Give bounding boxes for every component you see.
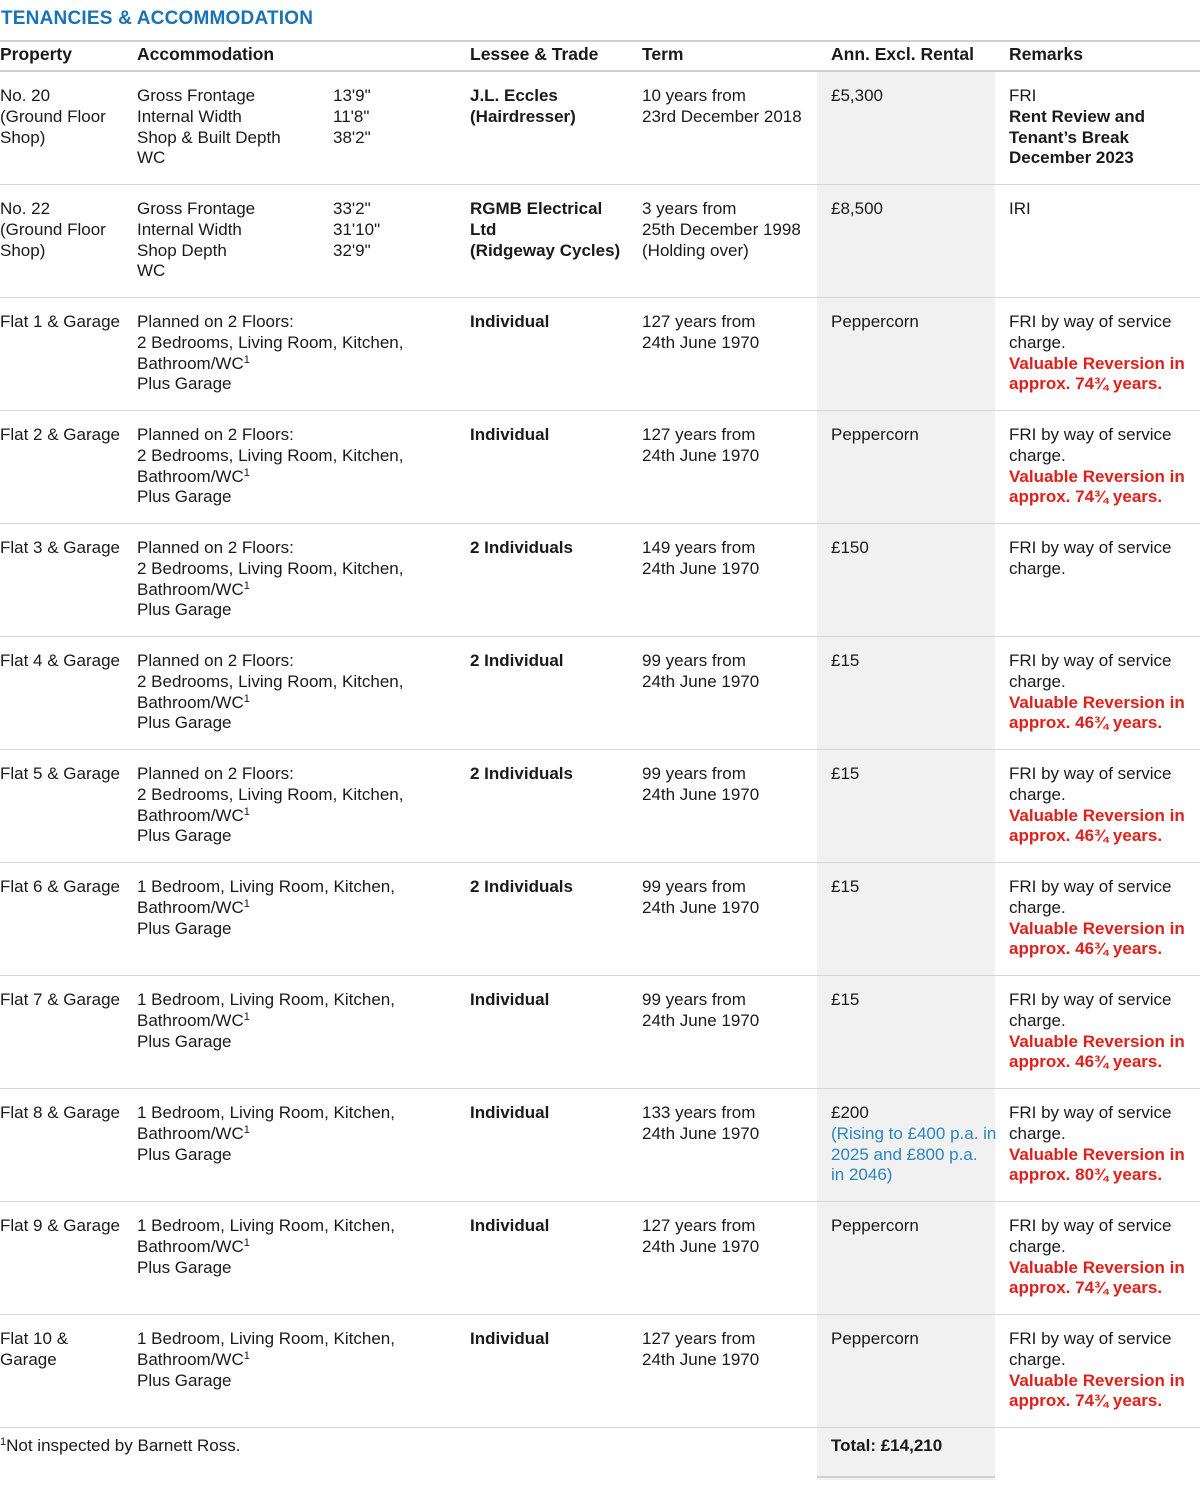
lessee-line: Individual [470,990,550,1009]
rental-note-line: 2025 and £800 p.a. [831,1144,978,1164]
rental-cell [824,411,1002,524]
lessee-line: 2 Individuals [470,764,573,783]
accommodation-line: 2 Bedrooms, Living Room, Kitchen, [137,332,404,352]
header-rental: Ann. Excl. Rental [824,42,1002,71]
measurement-row [137,220,470,241]
remarks-highlight-line: approx. 74¾ years. [1009,487,1163,507]
rental-cell [824,185,1002,298]
accommodation-line: 2 Bedrooms, Living Room, Kitchen, [137,784,404,804]
term-line: 24th June 1970 [642,897,760,917]
rental-value: £15 [831,877,860,896]
rental-cell [824,863,1002,976]
remarks-highlight-line: Valuable Reversion in [1009,1031,1185,1051]
property-line: Flat 2 & Garage [0,425,121,444]
term-line: 24th June 1970 [642,784,760,804]
accommodation-line: Plus Garage [137,713,232,733]
measurement-label: Internal Width [137,219,242,239]
accommodation-line: Plus Garage [137,918,232,938]
remarks-line: FRI by way of service [1009,1329,1172,1348]
accommodation-line: Plus Garage [137,600,232,620]
remarks-bold-line: Rent Review and [1009,106,1146,126]
page-title: TENANCIES & ACCOMMODATION [1,8,314,29]
rental-value: £15 [831,990,860,1009]
accommodation-line: Bathroom/$WC^1$ [137,1236,250,1256]
measurement-value: 31'10" [333,219,381,239]
accommodation-line: 2 Bedrooms, Living Room, Kitchen, [137,671,404,691]
property-line: Flat 6 & Garage [0,877,121,896]
property-cell [0,637,137,750]
term-line: 24th June 1970 [642,1123,760,1143]
remarks-highlight-line: Valuable Reversion in [1009,1257,1185,1277]
property-cell [0,976,137,1089]
term-cell [642,185,824,298]
remarks-line: charge. [1009,445,1066,465]
lessee-line: 2 Individual [470,651,564,670]
rental-value: £15 [831,651,860,670]
header-accommodation: Accommodation [137,42,470,71]
measurement-label: Gross Frontage [137,199,256,218]
property-cell [0,1315,137,1428]
term-cell [642,750,824,863]
rental-value: Peppercorn [831,312,919,331]
property-cell [0,71,137,185]
remarks-highlight-line: Valuable Reversion in [1009,466,1185,486]
remarks-line: charge. [1009,897,1066,917]
lessee-cell [470,637,642,750]
property-cell [0,298,137,411]
lessee-cell [470,863,642,976]
term-line: 23rd December 2018 [642,106,802,126]
remarks-cell [1002,185,1200,298]
rental-value: Peppercorn [831,1329,919,1348]
term-cell [642,1089,824,1202]
footnote: $^1$Not inspected by Barnett Ross. [0,1436,241,1455]
total-rental: Total: £14,210 [831,1436,943,1455]
term-cell [642,411,824,524]
accommodation-line: 1 Bedroom, Living Room, Kitchen, [137,877,395,896]
lessee-line: (Ridgeway Cycles) [470,240,621,260]
measurement-row [137,199,470,220]
remarks-highlight-line: approx. 74¾ years. [1009,1391,1163,1411]
measurement-row [137,86,470,107]
measurement-label: WC [137,261,166,281]
remarks-line: FRI by way of service [1009,651,1172,670]
remarks-line: FRI by way of service [1009,1216,1172,1235]
table-row [0,750,1200,863]
remarks-cell [1002,1315,1200,1428]
accommodation-cell [137,298,470,411]
term-line: 24th June 1970 [642,445,760,465]
lessee-line: Individual [470,425,550,444]
table-row [0,1202,1200,1315]
measurement-value: 11'8" [333,106,370,126]
measurement-label: WC [137,148,166,168]
accommodation-line: Bathroom/$WC^1$ [137,805,250,825]
accommodation-line: Plus Garage [137,487,232,507]
lessee-cell [470,524,642,637]
property-line: Shop) [0,127,46,147]
tenancy-table [0,42,1200,1466]
property-line: Flat 10 & [0,1329,69,1348]
remarks-line: charge. [1009,558,1066,578]
lessee-cell [470,411,642,524]
accommodation-line: Plus Garage [137,1370,232,1390]
accommodation-cell [137,637,470,750]
term-cell [642,1202,824,1315]
measurement-value: 32'9" [333,240,371,260]
remarks-bold-line: December 2023 [1009,148,1134,168]
property-cell [0,185,137,298]
term-line: 3 years from [642,199,737,218]
term-line: 10 years from [642,86,746,105]
remarks-line: FRI by way of service [1009,877,1172,896]
remarks-highlight-line: Valuable Reversion in [1009,1370,1185,1390]
rental-cell [824,1315,1002,1428]
lessee-cell [470,185,642,298]
total-underline [817,1476,995,1478]
remarks-highlight-line: approx. 80¾ years. [1009,1165,1163,1185]
remarks-line: charge. [1009,784,1066,804]
property-line: Flat 8 & Garage [0,1103,121,1122]
accommodation-line: 1 Bedroom, Living Room, Kitchen, [137,1216,395,1235]
property-line: Shop) [0,240,46,260]
remarks-cell [1002,1089,1200,1202]
term-line: 127 years from [642,312,756,331]
remarks-line: FRI by way of service [1009,990,1172,1009]
measurement-label: Internal Width [137,106,242,126]
accommodation-line: Planned on 2 Floors: [137,425,294,444]
rental-value: Peppercorn [831,425,919,444]
measurement-row [137,261,470,282]
rental-value: £15 [831,764,860,783]
table-row [0,411,1200,524]
accommodation-line: 1 Bedroom, Living Room, Kitchen, [137,990,395,1009]
remarks-highlight-line: Valuable Reversion in [1009,805,1185,825]
accommodation-cell [137,185,470,298]
accommodation-cell [137,1202,470,1315]
accommodation-line: Plus Garage [137,1144,232,1164]
measurement-value: 13'9" [333,86,371,105]
remarks-line: charge. [1009,1010,1066,1030]
accommodation-line: Bathroom/$WC^1$ [137,1349,250,1369]
remarks-line: FRI by way of service [1009,1103,1172,1122]
rental-cell [824,750,1002,863]
accommodation-cell [137,863,470,976]
term-line: 133 years from [642,1103,756,1122]
measurement-row [137,241,470,262]
property-cell [0,524,137,637]
remarks-highlight-line: Valuable Reversion in [1009,918,1185,938]
measurement-label: Shop & Built Depth [137,127,281,147]
table-body [0,71,1200,1428]
accommodation-line: Bathroom/$WC^1$ [137,466,250,486]
lessee-line: Ltd [470,219,497,239]
remarks-highlight-line: approx. 74¾ years. [1009,374,1163,394]
property-line: Flat 9 & Garage [0,1216,121,1235]
measurement-row [137,107,470,128]
lessee-line: J.L. Eccles [470,86,558,105]
term-line: 99 years from [642,990,746,1009]
lessee-line: 2 Individuals [470,877,573,896]
table-footer-row [0,1428,1200,1467]
rental-cell [824,976,1002,1089]
term-cell [642,637,824,750]
accommodation-line: 1 Bedroom, Living Room, Kitchen, [137,1103,395,1122]
term-line: (Holding over) [642,240,749,260]
lessee-line: Individual [470,1216,550,1235]
accommodation-cell [137,976,470,1089]
term-line: 25th December 1998 [642,219,801,239]
table-row [0,637,1200,750]
rental-cell [824,524,1002,637]
rental-cell [824,71,1002,185]
rental-cell [824,637,1002,750]
measurement-row [137,148,470,169]
remarks-cell [1002,298,1200,411]
lessee-cell [470,976,642,1089]
remarks-line: charge. [1009,1349,1066,1369]
rental-cell [824,298,1002,411]
accommodation-cell [137,750,470,863]
term-line: 127 years from [642,425,756,444]
term-line: 149 years from [642,538,756,557]
term-line: 24th June 1970 [642,671,760,691]
remarks-line: charge. [1009,1236,1066,1256]
term-cell [642,524,824,637]
lessee-cell [470,71,642,185]
remarks-cell [1002,524,1200,637]
table-row [0,863,1200,976]
measurement-row [137,128,470,149]
remarks-highlight-line: Valuable Reversion in [1009,692,1185,712]
remarks-highlight-line: approx. 46¾ years. [1009,939,1163,959]
table-row [0,1315,1200,1428]
remarks-cell [1002,411,1200,524]
term-line: 24th June 1970 [642,558,760,578]
term-cell [642,71,824,185]
measurement-value: 38'2" [333,127,371,147]
property-line: Flat 1 & Garage [0,312,121,331]
rental-note-line: (Rising to £400 p.a. in [831,1123,997,1143]
accommodation-cell [137,1089,470,1202]
lessee-cell [470,1089,642,1202]
remarks-highlight-line: Valuable Reversion in [1009,353,1185,373]
accommodation-line: 2 Bedrooms, Living Room, Kitchen, [137,558,404,578]
accommodation-cell [137,71,470,185]
property-line: No. 20 [0,86,51,105]
property-line: No. 22 [0,199,51,218]
lessee-cell [470,298,642,411]
measurement-value: 33'2" [333,199,371,218]
lessee-cell [470,1202,642,1315]
remarks-cell [1002,637,1200,750]
remarks-highlight-line: approx. 74¾ years. [1009,1278,1163,1298]
lessee-line: Individual [470,1103,550,1122]
accommodation-line: Bathroom/$WC^1$ [137,353,250,373]
accommodation-line: Plus Garage [137,1031,232,1051]
accommodation-line: Planned on 2 Floors: [137,651,294,670]
accommodation-line: Plus Garage [137,1257,232,1277]
remarks-line: FRI by way of service [1009,538,1172,557]
table-row [0,1089,1200,1202]
measurement-label: Gross Frontage [137,86,256,105]
remarks-bold-line: Tenant’s Break [1009,127,1129,147]
property-line: Flat 3 & Garage [0,538,121,557]
lessee-line: RGMB Electrical [470,199,603,218]
property-cell [0,863,137,976]
remarks-highlight-line: approx. 46¾ years. [1009,1052,1163,1072]
remarks-cell [1002,1202,1200,1315]
lessee-cell [470,750,642,863]
property-line: (Ground Floor [0,106,106,126]
accommodation-line: 1 Bedroom, Living Room, Kitchen, [137,1329,395,1348]
lessee-line: 2 Individuals [470,538,573,557]
term-line: 127 years from [642,1216,756,1235]
property-cell [0,750,137,863]
rental-cell [824,1202,1002,1315]
header-lessee: Lessee & Trade [470,42,642,71]
remarks-line: FRI by way of service [1009,312,1172,331]
term-line: 99 years from [642,651,746,670]
rental-value: Peppercorn [831,1216,919,1235]
table-header-row [0,42,1200,71]
header-property: Property [0,42,137,71]
lessee-line: Individual [470,312,550,331]
term-cell [642,298,824,411]
property-cell [0,1202,137,1315]
accommodation-line: Planned on 2 Floors: [137,764,294,783]
term-line: 24th June 1970 [642,1349,760,1369]
lessee-line: (Hairdresser) [470,106,576,126]
rental-value: £200 [831,1103,869,1122]
lessee-cell [470,1315,642,1428]
remarks-cell [1002,863,1200,976]
remarks-line: charge. [1009,332,1066,352]
accommodation-cell [137,1315,470,1428]
term-cell [642,1315,824,1428]
property-cell [0,411,137,524]
remarks-cell [1002,71,1200,185]
remarks-highlight-line: approx. 46¾ years. [1009,713,1163,733]
remarks-line: FRI by way of service [1009,425,1172,444]
accommodation-line: Bathroom/$WC^1$ [137,1123,250,1143]
term-line: 99 years from [642,764,746,783]
header-term: Term [642,42,824,71]
property-line: (Ground Floor [0,219,106,239]
remarks-line: FRI [1009,86,1037,105]
term-line: 24th June 1970 [642,1010,760,1030]
term-line: 24th June 1970 [642,1236,760,1256]
accommodation-line: Planned on 2 Floors: [137,538,294,557]
accommodation-line: Plus Garage [137,826,232,846]
property-line: Garage [0,1349,57,1369]
term-cell [642,976,824,1089]
rental-cell [824,1089,1002,1202]
table-row [0,71,1200,185]
term-line: 127 years from [642,1329,756,1348]
remarks-line: charge. [1009,671,1066,691]
property-line: Flat 7 & Garage [0,990,121,1009]
accommodation-line: Bathroom/$WC^1$ [137,897,250,917]
property-line: Flat 4 & Garage [0,651,121,670]
accommodation-cell [137,524,470,637]
remarks-highlight-line: approx. 46¾ years. [1009,826,1163,846]
remarks-highlight-line: Valuable Reversion in [1009,1144,1185,1164]
property-cell [0,1089,137,1202]
header-remarks: Remarks [1002,42,1200,71]
rental-value: £5,300 [831,86,883,105]
rental-value: £8,500 [831,199,883,218]
remarks-line: charge. [1009,1123,1066,1143]
term-line: 24th June 1970 [642,332,760,352]
accommodation-line: Bathroom/$WC^1$ [137,579,250,599]
accommodation-line: Bathroom/$WC^1$ [137,1010,250,1030]
remarks-line: IRI [1009,199,1031,218]
remarks-line: FRI by way of service [1009,764,1172,783]
table-row [0,976,1200,1089]
measurement-label: Shop Depth [137,240,227,260]
term-cell [642,863,824,976]
remarks-cell [1002,750,1200,863]
table-row [0,524,1200,637]
term-line: 99 years from [642,877,746,896]
table-row [0,185,1200,298]
accommodation-line: Bathroom/$WC^1$ [137,692,250,712]
table-row [0,298,1200,411]
rental-note-line: in 2046) [831,1165,893,1185]
accommodation-cell [137,411,470,524]
rental-value: £150 [831,538,869,557]
property-line: Flat 5 & Garage [0,764,121,783]
lessee-line: Individual [470,1329,550,1348]
accommodation-line: 2 Bedrooms, Living Room, Kitchen, [137,445,404,465]
footer-spacer [1002,1428,1200,1467]
accommodation-line: Plus Garage [137,374,232,394]
remarks-cell [1002,976,1200,1089]
accommodation-line: Planned on 2 Floors: [137,312,294,331]
